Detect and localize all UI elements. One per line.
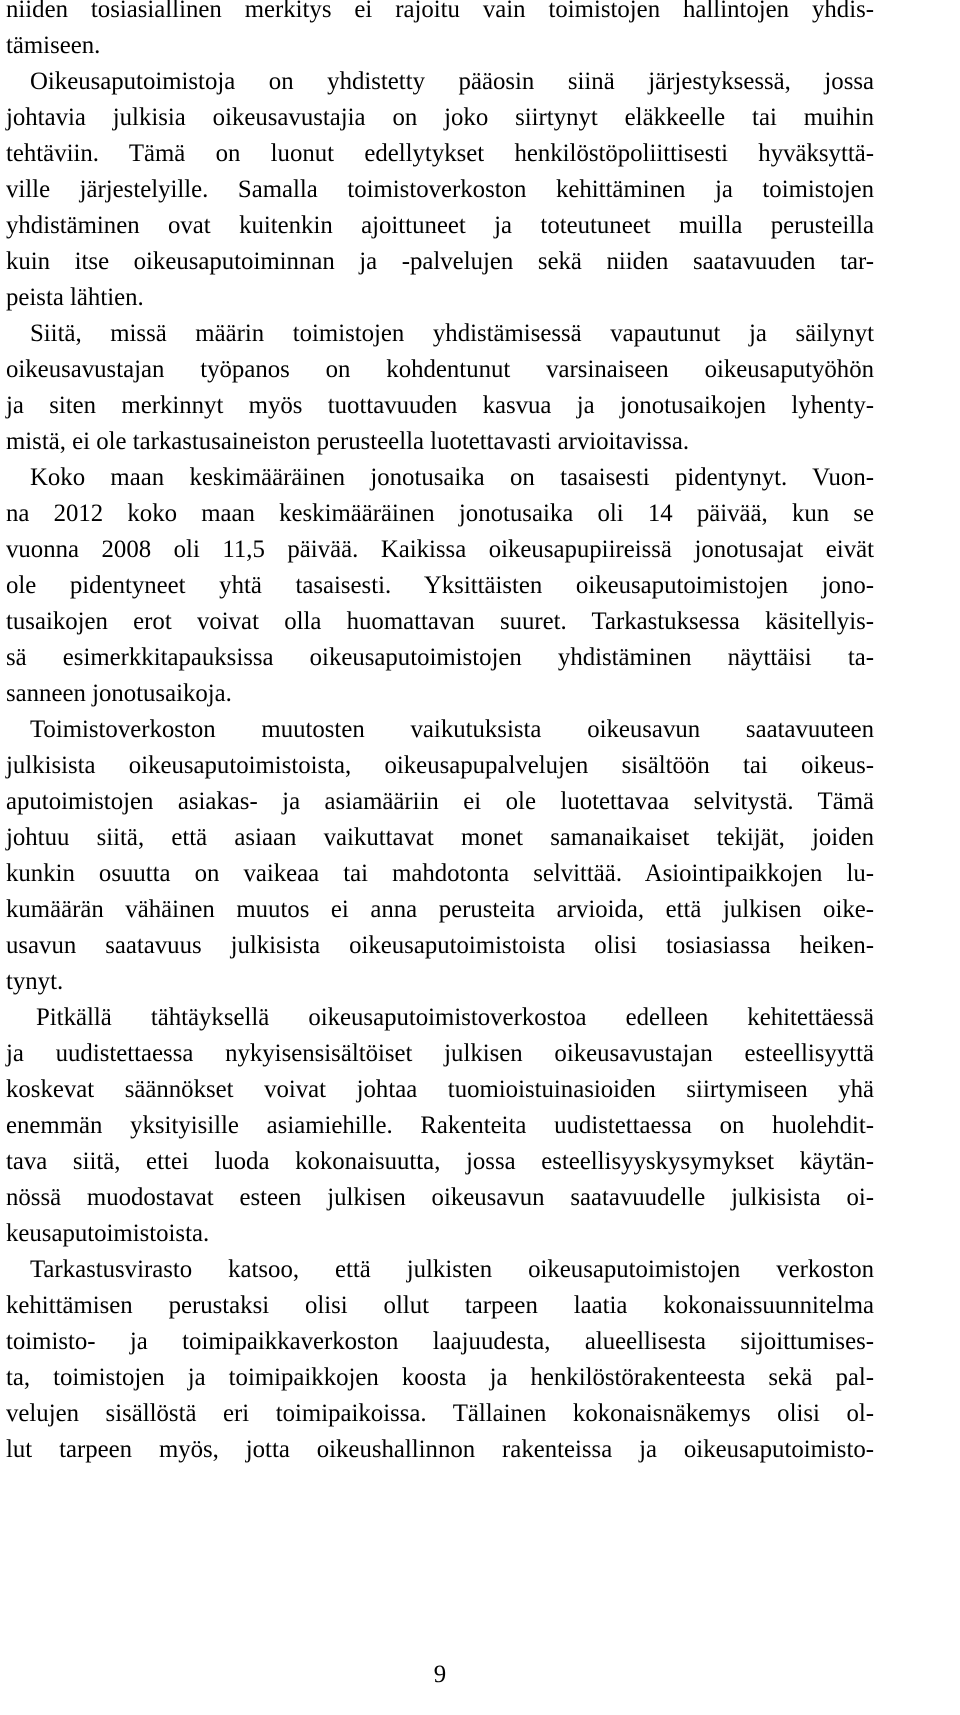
text-line: ville järjestelyille. Samalla toimistoverkoston kehittäminen ja toimistojen (6, 176, 874, 203)
text-line: tynyt. (6, 968, 64, 995)
text-line: enemmän yksityisille asiamiehille. Rakenteita uudistettaessa on huolehdit- (6, 1112, 874, 1139)
text-line: kumäärän vähäinen muutos ei anna perusteita arvioida, että julkisen oike- (6, 896, 874, 923)
text-line: tämiseen. (6, 32, 101, 59)
text-line: johtavia julkisia oikeusavustajia on joko siirtynyt eläkkeelle tai muihin (6, 104, 874, 131)
text-line: lut tarpeen myös, jotta oikeushallinnon rakenteissa ja oikeusaputoimisto- (6, 1436, 874, 1463)
text-line: Pitkällä tähtäyksellä oikeusaputoimistoverkostoa edelleen kehitettäessä (36, 1004, 874, 1031)
text-line: tusaikojen erot voivat olla huomattavan suuret. Tarkastuksessa käsitellyis- (6, 608, 874, 635)
text-line: koskevat säännökset voivat johtaa tuomioistuinasioiden siirtymiseen yhä (6, 1076, 874, 1103)
text-line: ta, toimistojen ja toimipaikkojen koosta ja henkilöstörakenteesta sekä pal- (6, 1364, 874, 1391)
text-line: tava siitä, ettei luoda kokonaisuutta, jossa esteellisyyskysymykset käytän- (6, 1148, 874, 1175)
text-line: sanneen jonotusaikoja. (6, 680, 232, 707)
text-line: velujen sisällöstä eri toimipaikoissa. Tällainen kokonaisnäkemys olisi ol- (6, 1400, 874, 1427)
text-line: toimisto- ja toimipaikkaverkoston laajuudesta, alueellisesta sijoittumises- (6, 1328, 874, 1355)
text-line: kuin itse oikeusaputoiminnan ja -palvelujen sekä niiden saatavuuden tar- (6, 248, 874, 275)
text-line: peista lähtien. (6, 284, 144, 311)
text-line: johtuu siitä, että asiaan vaikuttavat monet samanaikaiset tekijät, joiden (6, 824, 874, 851)
text-line: ja uudistettaessa nykyisensisältöiset julkisen oikeusavustajan esteellisyyttä (6, 1040, 874, 1067)
text-line: Tarkastusvirasto katsoo, että julkisten oikeusaputoimistojen verkoston (30, 1256, 874, 1283)
text-line: mistä, ei ole tarkastusaineiston perusteella luotettavasti arvioitavissa. (6, 428, 690, 455)
text-line: julkisista oikeusaputoimistoista, oikeusapupalvelujen sisältöön tai oikeus- (6, 752, 874, 779)
text-line: keusaputoimistoista. (6, 1220, 210, 1247)
text-line: ja siten merkinnyt myös tuottavuuden kasvua ja jonotusaikojen lyhenty- (6, 392, 874, 419)
text-line: aputoimistojen asiakas- ja asiamääriin ei ole luotettavaa selvitystä. Tämä (6, 788, 874, 815)
text-line: tehtäviin. Tämä on luonut edellytykset henkilöstöpoliittisesti hyväksyttä- (6, 140, 874, 167)
text-line: vuonna 2008 oli 11,5 päivää. Kaikissa oikeusapupiireissä jonotusajat eivät (6, 536, 874, 563)
text-line: oikeusavustajan työpanos on kohdentunut varsinaiseen oikeusaputyöhön (6, 356, 874, 383)
text-line: Oikeusaputoimistoja on yhdistetty pääosin siinä järjestyksessä, jossa (30, 68, 874, 95)
text-line: Siitä, missä määrin toimistojen yhdistämisessä vapautunut ja säilynyt (30, 320, 874, 347)
text-line: Koko maan keskimääräinen jonotusaika on tasaisesti pidentynyt. Vuon- (30, 464, 874, 491)
text-line: ole pidentyneet yhtä tasaisesti. Yksittäisten oikeusaputoimistojen jono- (6, 572, 874, 599)
text-line: usavun saatavuus julkisista oikeusaputoimistoista olisi tosiasiassa heiken- (6, 932, 874, 959)
text-line: na 2012 koko maan keskimääräinen jonotusaika oli 14 päivää, kun se (6, 500, 874, 527)
text-line: yhdistäminen ovat kuitenkin ajoittuneet ja toteutuneet muilla perusteilla (6, 212, 874, 239)
text-line: kehittämisen perustaksi olisi ollut tarpeen laatia kokonaissuunnitelma (6, 1292, 874, 1319)
text-line: kunkin osuutta on vaikeaa tai mahdotonta selvittää. Asiointipaikkojen lu- (6, 860, 874, 887)
text-line: sä esimerkkitapauksissa oikeusaputoimistojen yhdistäminen näyttäisi ta- (6, 644, 874, 671)
text-line: nössä muodostavat esteen julkisen oikeusavun saatavuudelle julkisista oi- (6, 1184, 874, 1211)
text-line: Toimistoverkoston muutosten vaikutuksista oikeusavun saatavuuteen (30, 716, 874, 743)
page-number: 9 (433, 1661, 447, 1688)
text-line: niiden tosiasiallinen merkitys ei rajoitu vain toimistojen hallintojen yhdis- (6, 0, 874, 23)
